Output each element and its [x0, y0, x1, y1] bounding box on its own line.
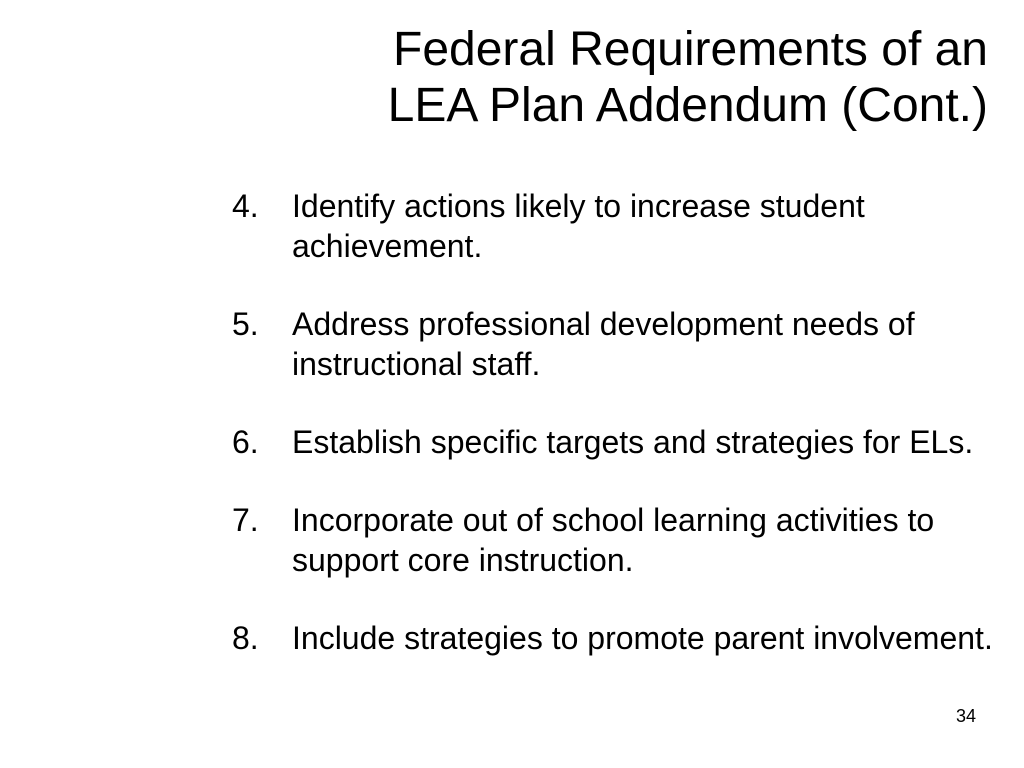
requirements-list [232, 186, 1012, 658]
page-number: 34 [955, 706, 976, 726]
item-number: 8. [232, 620, 259, 656]
slide-title-line-1: Federal Requirements of an [393, 23, 988, 76]
item-number: 6. [232, 424, 259, 460]
item-text: Identify actions likely to increase student achievement. [292, 188, 865, 264]
item-text: Address professional development needs of instructional staff. [292, 306, 915, 382]
item-text: Establish specific targets and strategies for ELs. [292, 424, 974, 460]
slide-title-line-2: LEA Plan Addendum (Cont.) [387, 79, 988, 132]
list-item [232, 500, 1012, 580]
item-text: Include strategies to promote parent involvement. [292, 620, 993, 656]
list-item [232, 422, 1012, 462]
item-number: 5. [232, 306, 259, 342]
item-number: 4. [232, 188, 259, 224]
list-item [232, 186, 1012, 266]
list-item [232, 304, 1012, 384]
item-text: Incorporate out of school learning activities to support core instruction. [292, 502, 935, 578]
slide-title [168, 22, 988, 134]
list-item [232, 618, 1012, 658]
item-number: 7. [232, 502, 259, 538]
